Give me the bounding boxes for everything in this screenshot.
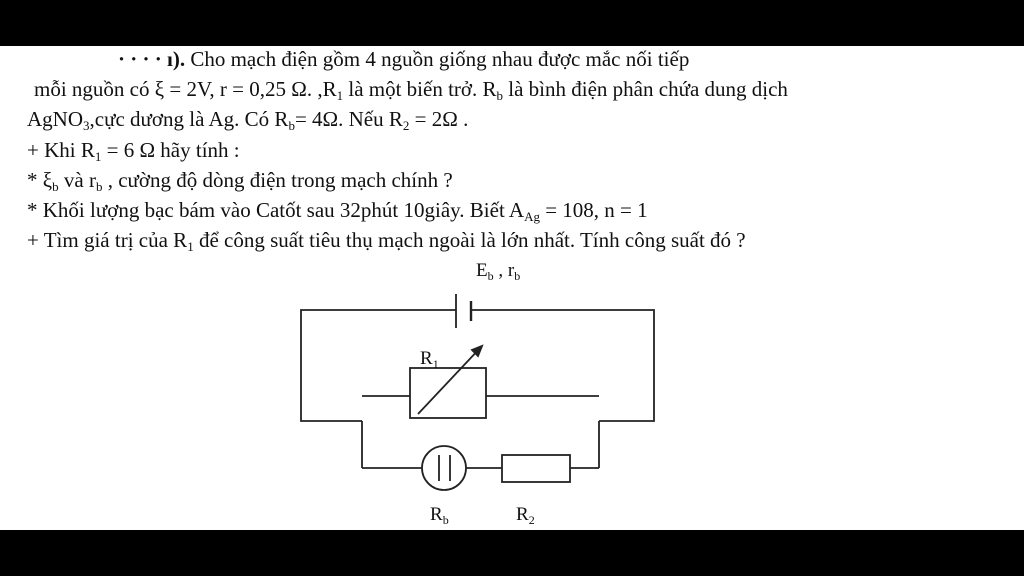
r1-label: $R_1$ (420, 348, 439, 371)
problem-line-7: + Tìm giá trị của $R_1$ để công suất tiêu thụ mạch ngoài là lớn nhất. Tính công suất đó ? (27, 228, 746, 254)
circuit-diagram (0, 46, 1024, 530)
problem-line-1-text: Cho mạch điện gồm 4 nguồn giống nhau được mắc nối tiếp (190, 47, 690, 71)
problem-line-5: * $\xi_b$ và $r_b$ , cường độ dòng điện trong mạch chính ? (27, 168, 453, 194)
problem-line-2: mỗi nguồn có ξ = 2V, r = 0,25 Ω. $,R_1$ là một biến trở. $R_b$ là bình điện phân chứa dung dịch (34, 77, 788, 103)
rb-label: $R_b$ (430, 504, 449, 527)
resistor-r2 (502, 455, 570, 482)
problem-line-6: * Khối lượng bạc bám vào Catốt sau 32phút 10giây. Biết $A_{Ag} = 108$, n = 1 (27, 198, 648, 224)
wire-top-right (472, 310, 654, 421)
problem-line-3: AgNO$_3$,cực dương là Ag. Có $R_b= 4\Omega$. Nếu $R_2 = 2\Omega$ . (27, 107, 469, 133)
problem-number: · · · · ı). (118, 47, 186, 71)
problem-line-4: + Khi $R_1 = 6$ Ω hãy tính : (27, 138, 240, 164)
r2-label: $R_2$ (516, 504, 535, 527)
electrolytic-cell-rb (422, 446, 466, 490)
source-label: $E_b$ , $r_b$ (476, 260, 521, 283)
problem-sheet (0, 46, 1024, 530)
